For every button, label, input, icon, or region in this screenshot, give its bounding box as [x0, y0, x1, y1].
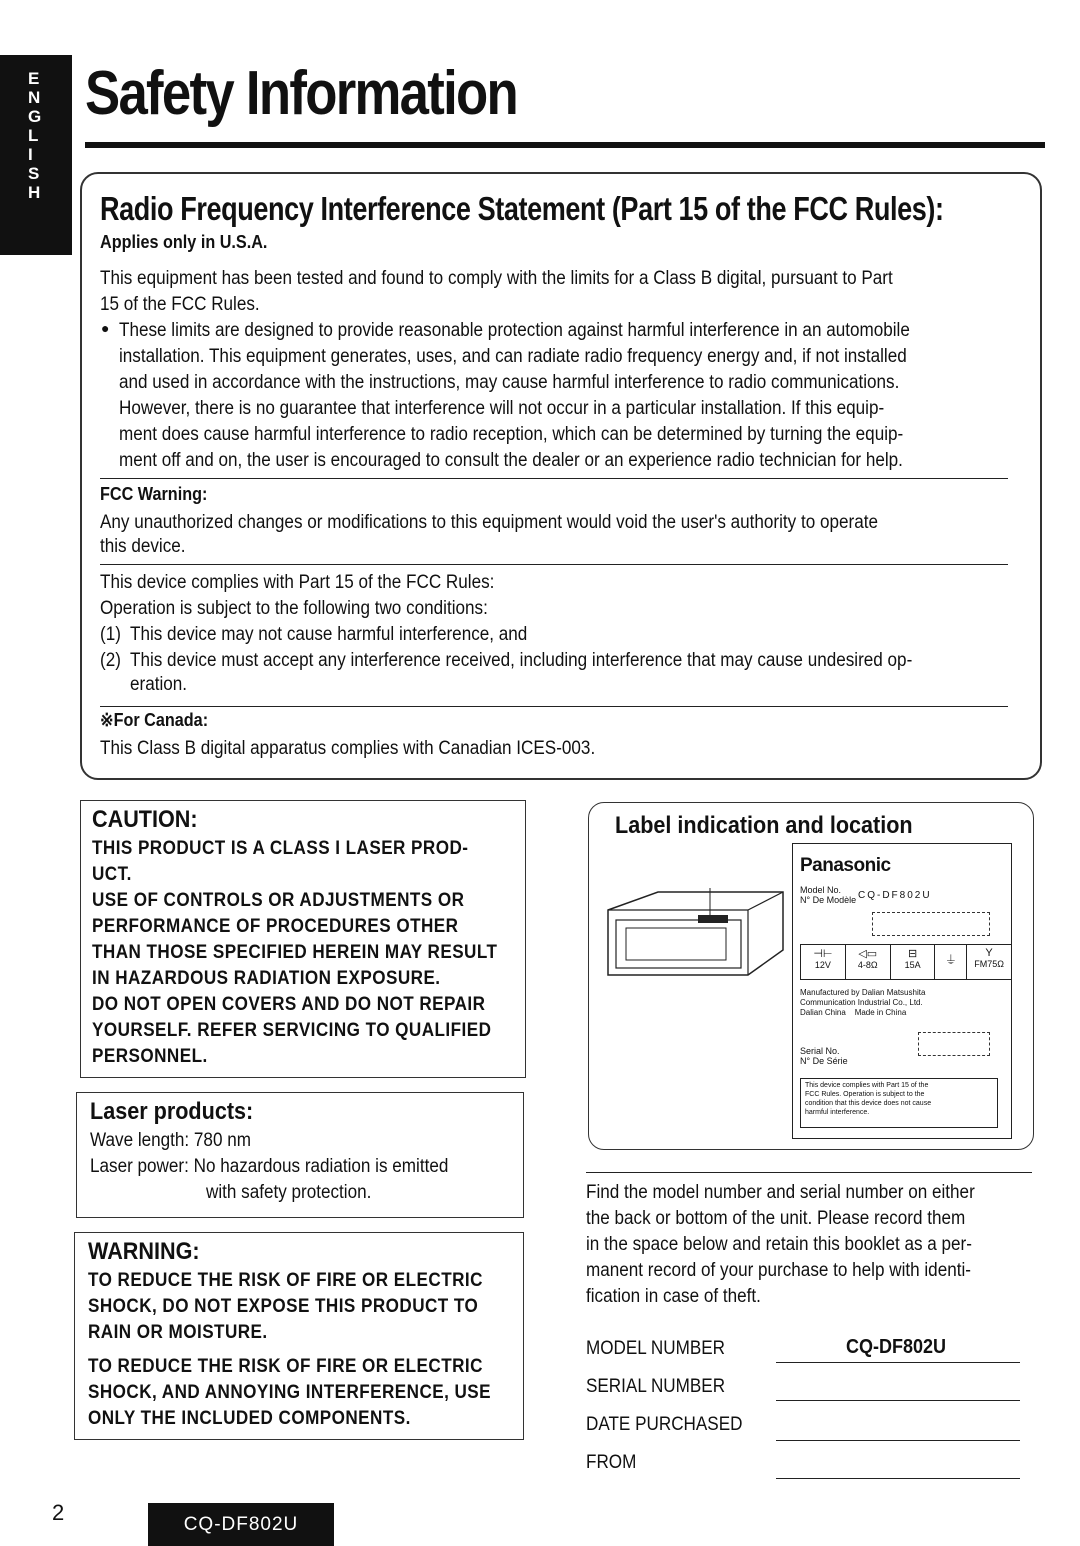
model-no-label-fr: N° De Modèle: [800, 895, 857, 905]
caution-line: IN HAZARDOUS RADIATION EXPOSURE.: [92, 968, 441, 989]
caution-line: THIS PRODUCT IS A CLASS I LASER PROD-: [92, 838, 469, 859]
record-intro-line: fication in case of theft.: [586, 1286, 761, 1307]
date-purchased-label: DATE PURCHASED: [586, 1414, 743, 1435]
fcc-note-line: harmful interference.: [805, 1109, 870, 1116]
from-label: FROM: [586, 1452, 637, 1473]
warning-line: TO REDUCE THE RISK OF FIRE OR ELECTRIC: [88, 1270, 483, 1291]
tab-letter: N: [28, 88, 41, 107]
fcc-warning-heading: FCC Warning:: [100, 484, 208, 504]
applies-note: Applies only in U.S.A.: [100, 232, 268, 252]
laser-power-line2: with safety protection.: [206, 1182, 372, 1203]
battery-icon: ⊣⊢: [813, 948, 833, 960]
rating-cell: [801, 945, 846, 979]
record-intro-line: in the space below and retain this booklet as a per-: [586, 1234, 972, 1255]
caution-line: PERSONNEL.: [92, 1046, 208, 1067]
label-heading: Label indication and location: [615, 812, 913, 839]
record-intro-line: manent record of your purchase to help with identi-: [586, 1260, 971, 1281]
warning-line: TO REDUCE THE RISK OF FIRE OR ELECTRIC: [88, 1356, 483, 1377]
condition-2-line1: This device must accept any interference received, including interference that may cause undesired op-: [130, 650, 913, 671]
ground-icon: ⏚: [935, 945, 967, 979]
brand-logo: Panasonic: [800, 855, 891, 876]
laser-power-line1: Laser power: No hazardous radiation is emitted: [90, 1156, 449, 1177]
page-title: Safety Information: [85, 59, 518, 128]
from-line: [776, 1478, 1020, 1479]
speaker-icon: ◁▭: [858, 948, 878, 960]
language-tab-english: [0, 55, 72, 255]
rf-intro-line1: This equipment has been tested and found to comply with the limits for a Class B digital, pursuant to Part: [100, 268, 893, 289]
fcc-warning-line2: this device.: [100, 536, 186, 557]
caution-line: DO NOT OPEN COVERS AND DO NOT REPAIR: [92, 994, 486, 1015]
caution-text: [92, 836, 562, 1070]
tab-letter: E: [28, 69, 40, 88]
date-purchased-line: [776, 1440, 1020, 1441]
rating-cell: [891, 945, 936, 979]
condition-number: (1): [100, 624, 121, 645]
fuse-icon: ⊟: [907, 948, 918, 960]
warning-para2: [88, 1354, 536, 1432]
warning-line: RAIN OR MOISTURE.: [88, 1322, 268, 1343]
tab-letter: G: [28, 107, 42, 126]
tab-letter: H: [28, 183, 41, 202]
rf-bullet-line: However, there is no guarantee that interference will not occur in a particular installation. If this equip-: [119, 398, 885, 419]
warning-line: SHOCK, DO NOT EXPOSE THIS PRODUCT TO: [88, 1296, 479, 1317]
fcc-note-line: condition that this device does not cause: [805, 1100, 932, 1107]
rf-bullet-line: installation. This equipment generates, uses, and can radiate radio frequency energy and, if not installed: [119, 346, 907, 367]
serial-number-label: SERIAL NUMBER: [586, 1376, 726, 1397]
model-number-label: MODEL NUMBER: [586, 1338, 726, 1359]
laser-heading: Laser products:: [90, 1098, 254, 1125]
rf-bullet-line: These limits are designed to provide reasonable protection against harmful interference in an automobile: [119, 320, 910, 341]
manufacturer-line: Dalian China Made in China: [800, 1008, 907, 1017]
record-intro-line: Find the model number and serial number on either: [586, 1182, 975, 1203]
rating-antenna: FM75Ω: [974, 959, 1004, 969]
section-divider: [586, 1172, 1032, 1173]
footer-model-badge: CQ-DF802U: [148, 1503, 334, 1546]
condition-2-line2: eration.: [130, 674, 188, 695]
manufacturer-line: Manufactured by Dalian Matsushita: [800, 988, 926, 997]
section-divider: [100, 478, 1008, 479]
rating-voltage: 12V: [814, 960, 831, 970]
manufacturer-line: Communication Industrial Co., Ltd.: [800, 998, 923, 1007]
label-model-code: CQ-DF802U: [858, 890, 932, 901]
section-divider: [100, 564, 1008, 565]
canada-text: This Class B digital apparatus complies with Canadian ICES-003.: [100, 738, 596, 759]
rating-impedance: 4-8Ω: [857, 960, 878, 970]
rf-bullet-line: ment off and on, the user is encouraged to consult the dealer or an experience radio technician for help.: [119, 450, 903, 471]
title-divider: [85, 142, 1045, 148]
ratings-row: [800, 944, 1012, 980]
tab-letter: S: [28, 164, 40, 183]
fcc-warning-line1: Any unauthorized changes or modifications to this equipment would void the user's authority to operate: [100, 512, 878, 533]
rf-bullet-line: and used in accordance with the instructions, may cause harmful interference to radio communications.: [119, 372, 900, 393]
car-stereo-unit-illustration: [598, 880, 798, 990]
bullet-icon: ●: [101, 320, 110, 336]
section-divider: [100, 706, 1008, 707]
caution-line: YOURSELF. REFER SERVICING TO QUALIFIED: [92, 1020, 492, 1041]
model-number-value: CQ-DF802U: [846, 1336, 947, 1358]
caution-line: USE OF CONTROLS OR ADJUSTMENTS OR: [92, 890, 465, 911]
serial-no-label: Serial No.: [800, 1046, 840, 1056]
condition-number: (2): [100, 650, 121, 671]
rf-intro-line2: 15 of the FCC Rules.: [100, 294, 260, 315]
record-intro-line: the back or bottom of the unit. Please record them: [586, 1208, 966, 1229]
laser-wavelength: Wave length: 780 nm: [90, 1130, 251, 1151]
warning-para1: [88, 1268, 527, 1346]
tab-letter: L: [28, 126, 39, 145]
caution-line: THAN THOSE SPECIFIED HEREIN MAY RESULT: [92, 942, 498, 963]
fcc-note-line: This device complies with Part 15 of the: [805, 1082, 929, 1089]
rating-cell: [846, 945, 891, 979]
model-number-line: [776, 1362, 1020, 1363]
part15-line2: Operation is subject to the following two conditions:: [100, 598, 488, 619]
part15-line1: This device complies with Part 15 of the FCC Rules:: [100, 572, 495, 593]
warning-heading: WARNING:: [88, 1238, 200, 1265]
rf-bullet-line: ment does cause harmful interference to radio reception, which can be determined by turning the equip-: [119, 424, 904, 445]
record-intro: [586, 1180, 1018, 1310]
serial-no-label-fr: N° De Série: [800, 1056, 848, 1066]
tab-letter: I: [28, 145, 33, 164]
fcc-label-note: [800, 1078, 998, 1128]
serial-write-box: [918, 1032, 990, 1056]
rf-heading: Radio Frequency Interference Statement (Part 15 of the FCC Rules):: [100, 190, 944, 227]
rating-fuse: 15A: [904, 960, 921, 970]
canada-heading: ※For Canada:: [100, 710, 209, 730]
rating-cell: [967, 945, 1011, 979]
caution-line: PERFORMANCE OF PROCEDURES OTHER: [92, 916, 459, 937]
caution-heading: CAUTION:: [92, 806, 198, 833]
warning-line: SHOCK, AND ANNOYING INTERFERENCE, USE: [88, 1382, 492, 1403]
serial-number-line: [776, 1400, 1020, 1401]
model-no-label: Model No.: [800, 885, 842, 895]
condition-1: This device may not cause harmful interference, and: [130, 624, 528, 645]
warning-line: ONLY THE INCLUDED COMPONENTS.: [88, 1408, 411, 1429]
page-number: 2: [52, 1500, 65, 1525]
rf-interference-box: [80, 172, 1042, 780]
antenna-icon: Y: [985, 947, 993, 959]
caution-line: UCT.: [92, 864, 132, 885]
fcc-note-line: FCC Rules. Operation is subject to the: [805, 1091, 925, 1098]
model-write-box: [872, 912, 990, 936]
